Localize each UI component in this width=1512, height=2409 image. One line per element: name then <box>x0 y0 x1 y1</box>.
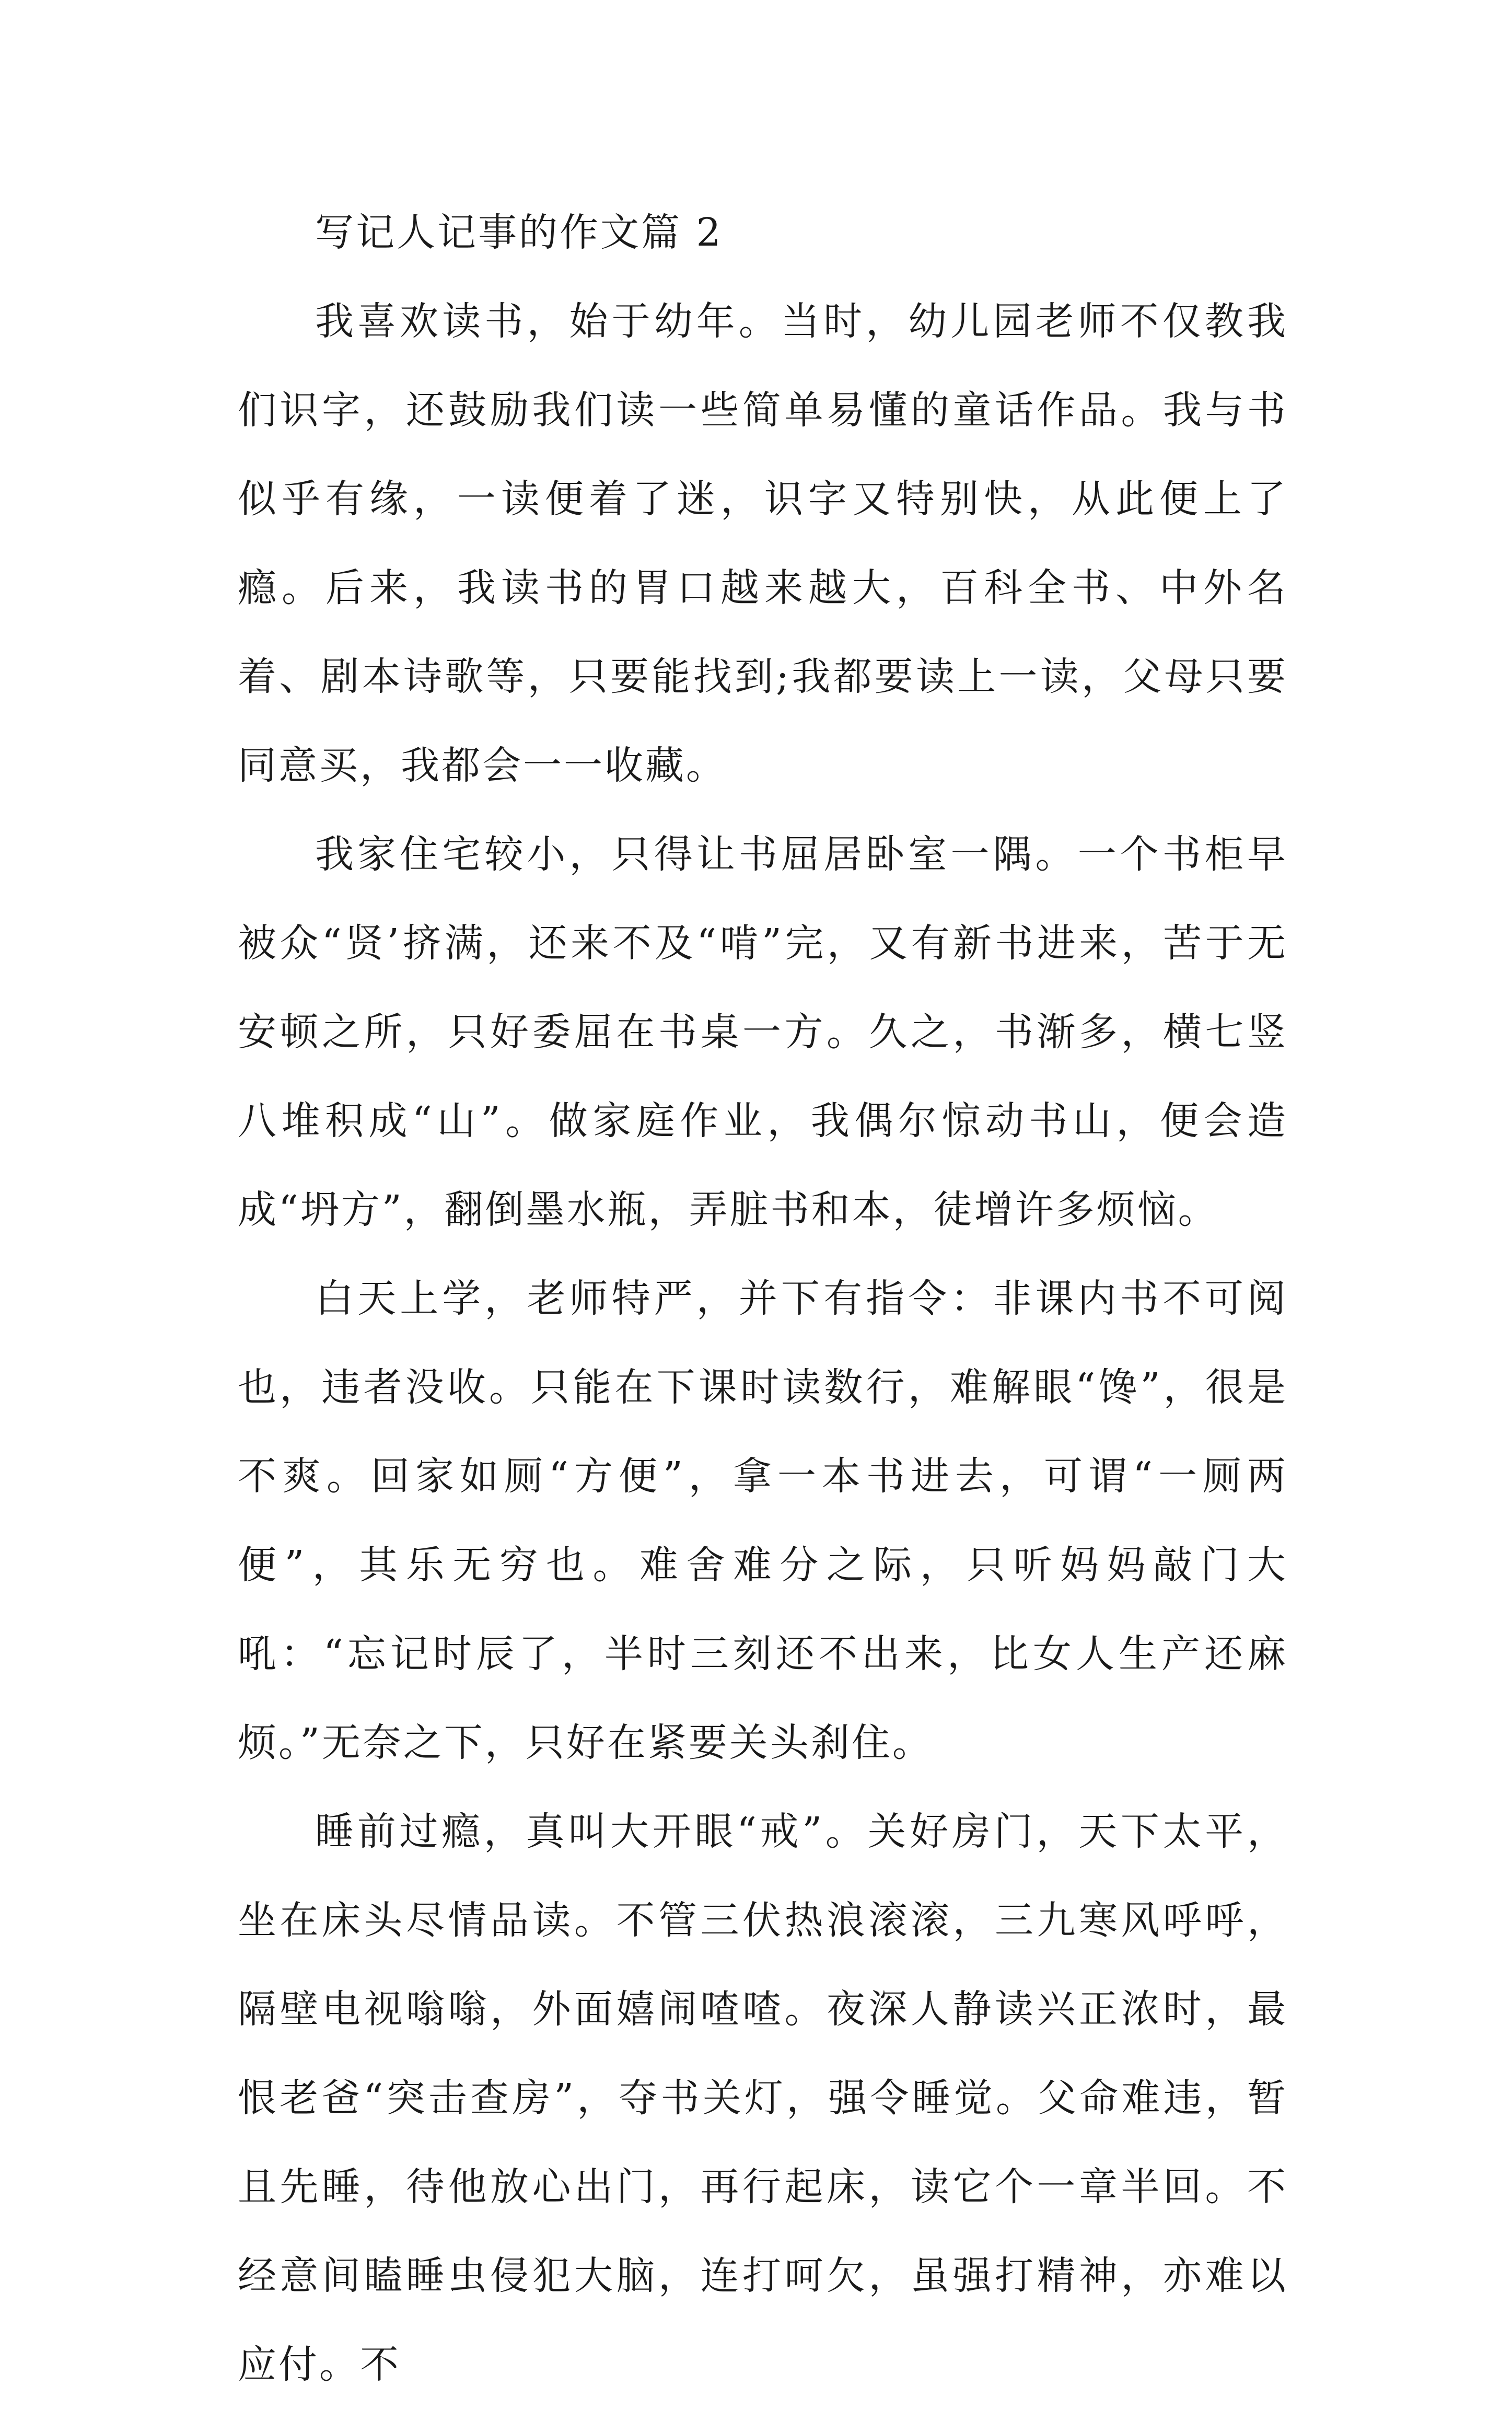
paragraph-2: 我家住宅较小，只得让书屈居卧室一隅。一个书柜早被众“贤’挤满，还来不及“啃”完，又有新书进来，苦于无安顿之所，只好委屈在书桌一方。久之，书渐多，横七竖八堆积成“山”。做家庭作业，我偶尔惊动书山，便会造成“坍方”，翻倒墨水瓶，弄脏书和本，徒增许多烦恼。 <box>238 832 1288 1232</box>
document-body <box>238 188 1288 2409</box>
paragraph-4: 睡前过瘾，真叫大开眼“戒”。关好房门，天下太平，坐在床头尽情品读。不管三伏热浪滚滚，三九寒风呼呼，隔壁电视嗡嗡，外面嬉闹喳喳。夜深人静读兴正浓时，最恨老爸“突击查房”，夺书关灯，强令睡觉。父命难违，暂且先睡，待他放心出门，再行起床，读它个一章半回。不经意间瞌睡虫侵犯大脑，连打呵欠，虽强打精神，亦难以应付。不 <box>238 1809 1288 2387</box>
paragraph-1: 我喜欢读书，始于幼年。当时，幼儿园老师不仅教我们识字，还鼓励我们读一些简单易懂的童话作品。我与书似乎有缘，一读便着了迷，识字又特别快，从此便上了瘾。后来，我读书的胃口越来越大，百科全书、中外名着、剧本诗歌等，只要能找到;我都要读上一读，父母只要同意买，我都会一一收藏。 <box>238 299 1288 788</box>
paragraph-3: 白天上学，老师特严，并下有指令：非课内书不可阅也，违者没收。只能在下课时读数行，难解眼“馋”，很是不爽。回家如厕“方便”，拿一本书进去，可谓“一厕两便”，其乐无穷也。难舍难分之际，只听妈妈敲门大吼：“忘记时辰了，半时三刻还不出来，比女人生产还麻烦。”无奈之下，只好在紧要关头刹住。 <box>238 1276 1288 1765</box>
essay-heading: 写记人记事的作文篇 2 <box>315 210 723 255</box>
